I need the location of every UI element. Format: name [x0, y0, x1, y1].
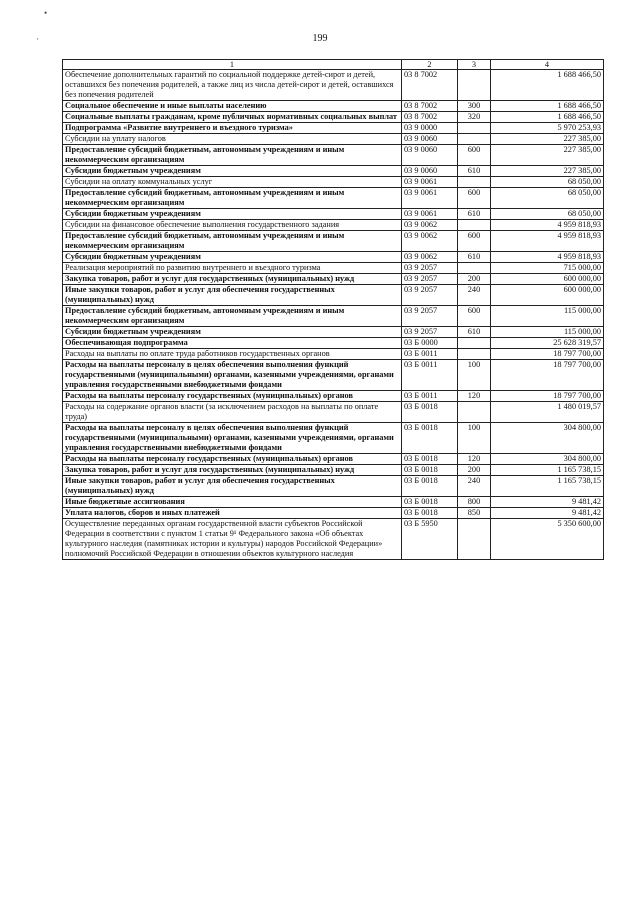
row-name: Подпрограмма «Развитие внутреннего и въездного туризма»	[63, 123, 402, 134]
row-code: 03 9 2057	[402, 263, 458, 274]
row-code: 03 Б 0018	[402, 465, 458, 476]
row-amount: 9 481,42	[491, 508, 604, 519]
table-row	[63, 349, 604, 360]
row-name: Предоставление субсидий бюджетным, автономным учреждениям и иным некоммерческим организациям	[63, 145, 402, 166]
row-expense-type	[458, 263, 491, 274]
row-expense-type	[458, 70, 491, 101]
table-row	[63, 338, 604, 349]
row-name: Предоставление субсидий бюджетным, автономным учреждениям и иным некоммерческим организациям	[63, 188, 402, 209]
row-name: Осуществление переданных органам государственной власти субъектов Российской Федерации в соответствии с пунктом 1 статьи 9¹ Федерального закона «Об объектах культурного наследия (памятниках истории и культуры) народов Российской Федерации» полномочий Российской Федерации в отношении объектов культурного наследия	[63, 519, 402, 560]
row-expense-type: 100	[458, 360, 491, 391]
table-row	[63, 166, 604, 177]
column-header-name: 1	[63, 60, 402, 70]
row-code: 03 9 2057	[402, 274, 458, 285]
row-expense-type: 200	[458, 465, 491, 476]
row-amount: 304 800,00	[491, 423, 604, 454]
row-name: Расходы на выплаты персоналу государственных (муниципальных) органов	[63, 454, 402, 465]
table-body	[63, 70, 604, 560]
row-expense-type: 600	[458, 145, 491, 166]
row-amount: 1 688 466,50	[491, 101, 604, 112]
row-amount: 68 050,00	[491, 209, 604, 220]
row-name: Обеспечение дополнительных гарантий по социальной поддержке детей-сирот и детей, оставшихся без попечения родителей, а также лиц из числа детей-сирот и детей, оставшихся без попечения родителей	[63, 70, 402, 101]
row-name: Социальное обеспечение и иные выплаты населению	[63, 101, 402, 112]
row-amount: 1 688 466,50	[491, 112, 604, 123]
row-code: 03 8 7002	[402, 101, 458, 112]
row-expense-type	[458, 134, 491, 145]
table-row	[63, 391, 604, 402]
row-code: 03 9 0061	[402, 177, 458, 188]
row-expense-type: 850	[458, 508, 491, 519]
row-code: 03 9 0062	[402, 252, 458, 263]
row-expense-type: 600	[458, 231, 491, 252]
row-amount: 68 050,00	[491, 177, 604, 188]
row-code: 03 Б 0011	[402, 360, 458, 391]
row-code: 03 Б 0018	[402, 497, 458, 508]
scan-mark: •	[44, 8, 48, 18]
table-row	[63, 231, 604, 252]
row-amount: 304 800,00	[491, 454, 604, 465]
table-row	[63, 123, 604, 134]
row-amount: 227 385,00	[491, 166, 604, 177]
row-amount: 227 385,00	[491, 134, 604, 145]
row-expense-type: 300	[458, 101, 491, 112]
table-row	[63, 252, 604, 263]
row-code: 03 Б 0011	[402, 349, 458, 360]
table-row	[63, 209, 604, 220]
row-amount: 227 385,00	[491, 145, 604, 166]
row-code: 03 Б 0018	[402, 454, 458, 465]
row-amount: 18 797 700,00	[491, 349, 604, 360]
row-name: Закупка товаров, работ и услуг для государственных (муниципальных) нужд	[63, 274, 402, 285]
row-name: Расходы на выплаты по оплате труда работников государственных органов	[63, 349, 402, 360]
row-code: 03 9 0060	[402, 145, 458, 166]
row-code: 03 9 0061	[402, 209, 458, 220]
row-amount: 115 000,00	[491, 306, 604, 327]
row-amount: 25 628 319,57	[491, 338, 604, 349]
row-expense-type	[458, 177, 491, 188]
row-expense-type: 100	[458, 423, 491, 454]
row-code: 03 Б 0018	[402, 508, 458, 519]
row-name: Иные бюджетные ассигнования	[63, 497, 402, 508]
row-name: Иные закупки товаров, работ и услуг для обеспечения государственных (муниципальных) нужд	[63, 285, 402, 306]
row-name: Расходы на выплаты персоналу в целях обеспечения выполнения функций государственными (муниципальными) органами, казенными учреждениями, органами управления государственными внебюджетными фондами	[63, 360, 402, 391]
table-row	[63, 476, 604, 497]
row-amount: 1 480 019,57	[491, 402, 604, 423]
row-code: 03 Б 0018	[402, 402, 458, 423]
row-name: Социальные выплаты гражданам, кроме публичных нормативных социальных выплат	[63, 112, 402, 123]
row-expense-type	[458, 123, 491, 134]
row-amount: 68 050,00	[491, 188, 604, 209]
row-name: Иные закупки товаров, работ и услуг для обеспечения государственных (муниципальных) нужд	[63, 476, 402, 497]
row-expense-type: 200	[458, 274, 491, 285]
row-expense-type: 600	[458, 188, 491, 209]
row-code: 03 Б 5950	[402, 519, 458, 560]
table-row	[63, 327, 604, 338]
row-amount: 4 959 818,93	[491, 252, 604, 263]
table-row	[63, 188, 604, 209]
row-expense-type: 120	[458, 454, 491, 465]
row-expense-type: 120	[458, 391, 491, 402]
row-expense-type	[458, 402, 491, 423]
row-amount: 18 797 700,00	[491, 391, 604, 402]
table-row	[63, 454, 604, 465]
table-row	[63, 220, 604, 231]
budget-table	[62, 59, 604, 560]
table-row	[63, 274, 604, 285]
row-expense-type	[458, 220, 491, 231]
row-amount: 5 970 253,93	[491, 123, 604, 134]
row-name: Предоставление субсидий бюджетным, автономным учреждениям и иным некоммерческим организациям	[63, 306, 402, 327]
row-expense-type: 610	[458, 209, 491, 220]
table-row	[63, 285, 604, 306]
row-expense-type	[458, 349, 491, 360]
table-row	[63, 306, 604, 327]
row-amount: 1 165 738,15	[491, 465, 604, 476]
table-row	[63, 134, 604, 145]
column-header-code: 2	[402, 60, 458, 70]
row-code: 03 Б 0018	[402, 476, 458, 497]
row-code: 03 9 0062	[402, 231, 458, 252]
row-name: Субсидии бюджетным учреждениям	[63, 209, 402, 220]
table-row	[63, 263, 604, 274]
row-code: 03 8 7002	[402, 70, 458, 101]
row-expense-type	[458, 338, 491, 349]
table-row	[63, 465, 604, 476]
table-row	[63, 101, 604, 112]
row-name: Уплата налогов, сборов и иных платежей	[63, 508, 402, 519]
row-amount: 715 000,00	[491, 263, 604, 274]
row-amount: 4 959 818,93	[491, 231, 604, 252]
row-name: Субсидии бюджетным учреждениям	[63, 327, 402, 338]
row-code: 03 9 0062	[402, 220, 458, 231]
row-code: 03 9 0060	[402, 134, 458, 145]
row-expense-type	[458, 519, 491, 560]
row-name: Обеспечивающая подпрограмма	[63, 338, 402, 349]
row-amount: 1 165 738,15	[491, 476, 604, 497]
table-row	[63, 508, 604, 519]
row-code: 03 Б 0018	[402, 423, 458, 454]
row-code: 03 Б 0011	[402, 391, 458, 402]
row-expense-type: 800	[458, 497, 491, 508]
row-amount: 4 959 818,93	[491, 220, 604, 231]
table-row	[63, 519, 604, 560]
row-code: 03 9 0061	[402, 188, 458, 209]
row-expense-type: 610	[458, 252, 491, 263]
row-name: Расходы на содержание органов власти (за исключением расходов на выплаты по оплате труда)	[63, 402, 402, 423]
row-amount: 600 000,00	[491, 285, 604, 306]
row-amount: 115 000,00	[491, 327, 604, 338]
row-amount: 1 688 466,50	[491, 70, 604, 101]
row-expense-type: 610	[458, 166, 491, 177]
table-row	[63, 145, 604, 166]
table-row	[63, 70, 604, 101]
table-row	[63, 423, 604, 454]
row-name: Субсидии бюджетным учреждениям	[63, 166, 402, 177]
row-expense-type: 320	[458, 112, 491, 123]
row-name: Расходы на выплаты персоналу в целях обеспечения выполнения функций государственными (муниципальными) органами, казенными учреждениями, органами управления государственными внебюджетными фондами	[63, 423, 402, 454]
row-expense-type: 240	[458, 285, 491, 306]
table-row	[63, 360, 604, 391]
row-name: Предоставление субсидий бюджетным, автономным учреждениям и иным некоммерческим организациям	[63, 231, 402, 252]
row-name: Закупка товаров, работ и услуг для государственных (муниципальных) нужд	[63, 465, 402, 476]
table-row	[63, 112, 604, 123]
row-name: Субсидии на финансовое обеспечение выполнения государственного задания	[63, 220, 402, 231]
row-amount: 9 481,42	[491, 497, 604, 508]
column-header-amount: 4	[491, 60, 604, 70]
row-name: Субсидии на оплату коммунальных услуг	[63, 177, 402, 188]
row-code: 03 9 2057	[402, 285, 458, 306]
row-code: 03 Б 0000	[402, 338, 458, 349]
row-name: Субсидии бюджетным учреждениям	[63, 252, 402, 263]
row-code: 03 8 7002	[402, 112, 458, 123]
row-name: Расходы на выплаты персоналу государственных (муниципальных) органов	[63, 391, 402, 402]
page-number: 199	[312, 33, 328, 44]
row-code: 03 9 0060	[402, 166, 458, 177]
column-header-expense-type: 3	[458, 60, 491, 70]
row-name: Реализация мероприятий по развитию внутреннего и въездного туризма	[63, 263, 402, 274]
row-expense-type: 600	[458, 306, 491, 327]
row-expense-type: 610	[458, 327, 491, 338]
row-name: Субсидии на уплату налогов	[63, 134, 402, 145]
table-row	[63, 402, 604, 423]
row-amount: 5 350 600,00	[491, 519, 604, 560]
row-code: 03 9 2057	[402, 306, 458, 327]
row-amount: 18 797 700,00	[491, 360, 604, 391]
scan-mark: ·	[36, 34, 39, 44]
row-code: 03 9 0000	[402, 123, 458, 134]
row-amount: 600 000,00	[491, 274, 604, 285]
table-row	[63, 497, 604, 508]
row-expense-type: 240	[458, 476, 491, 497]
row-code: 03 9 2057	[402, 327, 458, 338]
table-header	[63, 60, 604, 70]
table-row	[63, 177, 604, 188]
